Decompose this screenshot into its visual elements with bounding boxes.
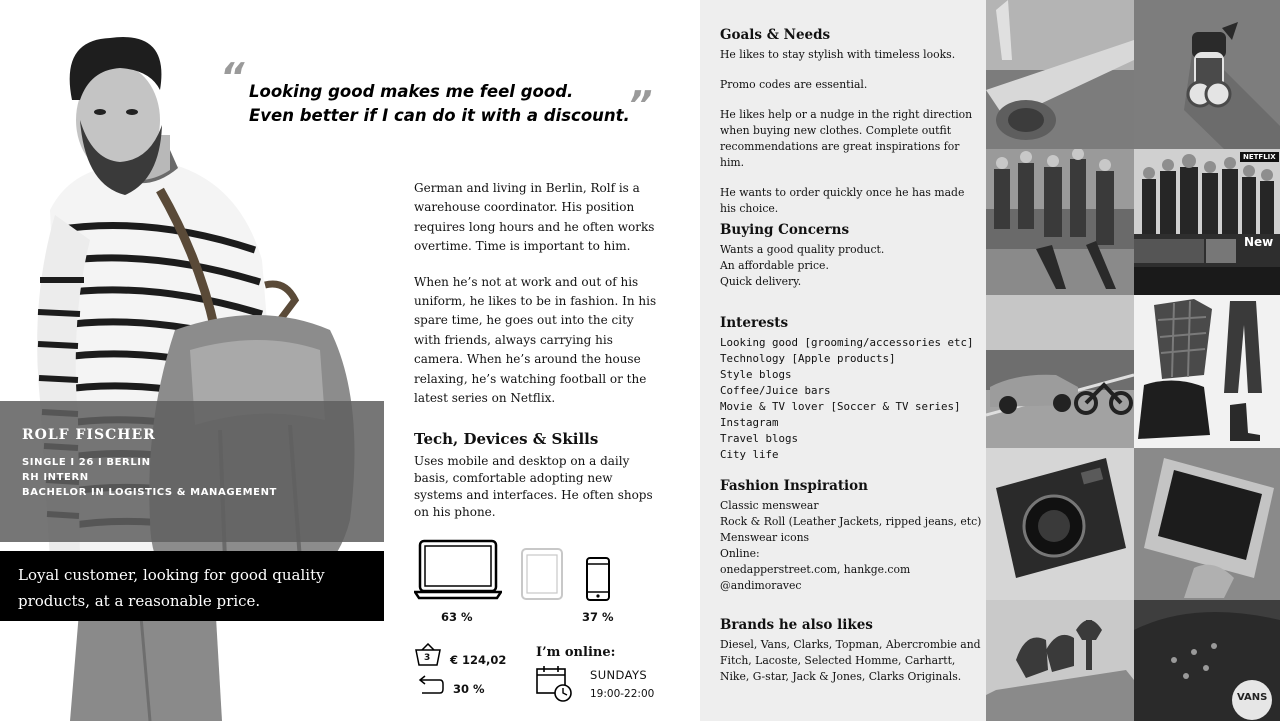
online-day: SUNDAYS bbox=[590, 668, 648, 682]
persona-bio bbox=[414, 179, 662, 424]
return-rate: 30 % bbox=[453, 682, 485, 696]
photo-airplane bbox=[986, 0, 1134, 149]
goal-item-1: He likes to stay stylish with timeless looks. bbox=[720, 48, 956, 61]
persona-detail-1: SINGLE I 26 I BERLIN bbox=[22, 457, 151, 468]
persona-tagline bbox=[0, 551, 384, 621]
persona-detail-2: RH INTERN bbox=[22, 472, 89, 483]
netflix-label: NETFLIX bbox=[1240, 152, 1279, 162]
goal-item-4: He wants to order quickly once he has made his choice. bbox=[720, 186, 965, 215]
goals-title: Goals & Needs bbox=[720, 27, 831, 43]
interests-section bbox=[720, 315, 982, 463]
concern-item-2: An affordable price. bbox=[720, 259, 829, 272]
interest-item-1: Looking good [grooming/accessories etc] bbox=[720, 336, 974, 349]
calendar-clock-icon bbox=[535, 665, 573, 703]
photo-vintage-car bbox=[986, 295, 1134, 448]
interest-item-2: Technology [Apple products] bbox=[720, 352, 896, 365]
concern-item-3: Quick delivery. bbox=[720, 275, 802, 288]
interests-title: Interests bbox=[720, 315, 789, 331]
bio-paragraph-1: German and living in Berlin, Rolf is a warehouse coordinator. His position requires long hours and he often works overtime. Time is important to him. bbox=[414, 181, 655, 254]
average-spend: € 124,02 bbox=[450, 653, 507, 667]
concerns-title: Buying Concerns bbox=[720, 222, 850, 238]
smartphone-icon bbox=[585, 556, 611, 602]
persona-name: ROLF FISCHER bbox=[22, 427, 156, 443]
goal-item-2: Promo codes are essential. bbox=[720, 78, 868, 91]
interest-item-6: Instagram bbox=[720, 416, 779, 429]
interest-item-7: Travel blogs bbox=[720, 432, 799, 445]
quote-line-2: Even better if I can do it with a discount. bbox=[249, 106, 630, 125]
concerns-section bbox=[720, 222, 982, 290]
photo-brandenburg-gate bbox=[986, 600, 1134, 721]
quote-line-1: Looking good makes me feel good. bbox=[249, 82, 574, 101]
news-label: New bbox=[1244, 235, 1274, 249]
fashion-item-3: Menswear icons bbox=[720, 531, 810, 544]
goal-item-3: He likes help or a nudge in the right direction when buying new clothes. Complete outfit recommendations are great inspirations for him. bbox=[720, 108, 973, 169]
tech-description: Uses mobile and desktop on a daily basis, comfortable adopting new systems and interfaces. He often shops on his phone. bbox=[414, 454, 653, 519]
interest-item-4: Coffee/Juice bars bbox=[720, 384, 831, 397]
persona-detail-3: BACHELOR IN LOGISTICS & MANAGEMENT bbox=[22, 487, 277, 498]
tagline-line-1: Loyal customer, looking for good quality bbox=[18, 566, 325, 584]
tech-title: Tech, Devices & Skills bbox=[414, 430, 599, 448]
online-time: 19:00-22:00 bbox=[590, 688, 655, 700]
fashion-item-4: Online: bbox=[720, 547, 760, 560]
photo-laptop bbox=[1134, 448, 1280, 600]
goals-section bbox=[720, 27, 982, 217]
brands-title: Brands he also likes bbox=[720, 617, 873, 633]
fashion-item-5: onedapperstreet.com, hankge.com bbox=[720, 563, 911, 576]
photo-hipster-avatar bbox=[1134, 0, 1280, 149]
persona-quote bbox=[249, 80, 639, 128]
photo-football bbox=[986, 149, 1134, 295]
tablet-icon bbox=[520, 547, 564, 601]
persona-name-box bbox=[0, 401, 384, 542]
basket-count: 3 bbox=[424, 653, 431, 663]
quote-close-mark: ” bbox=[628, 83, 653, 127]
concern-item-1: Wants a good quality product. bbox=[720, 243, 885, 256]
interest-item-3: Style blogs bbox=[720, 368, 792, 381]
fashion-item-2: Rock & Roll (Leather Jackets, ripped jeans, etc) bbox=[720, 515, 982, 528]
photo-netflix-series bbox=[1134, 149, 1280, 295]
photo-vans-shoe bbox=[1134, 600, 1280, 721]
interest-item-5: Movie & TV lover [Soccer & TV series] bbox=[720, 400, 961, 413]
photo-camera bbox=[986, 448, 1134, 600]
brands-text: Diesel, Vans, Clarks, Topman, Abercrombie and Fitch, Lacoste, Selected Homme, Carhartt, Nike, G-star, Jack & Jones, Clarks Originals. bbox=[720, 638, 981, 683]
fashion-title: Fashion Inspiration bbox=[720, 478, 868, 494]
brands-section bbox=[720, 617, 982, 685]
fashion-section bbox=[720, 478, 982, 594]
quote-open-mark: “ bbox=[220, 55, 245, 99]
interest-item-8: City life bbox=[720, 448, 779, 461]
bio-paragraph-2: When he’s not at work and out of his uniform, he likes to be in fashion. In his spare time, he goes out into the city with friends, always carrying his camera. When he’s around the house relaxing, he’s watching football or the latest series on Netflix. bbox=[414, 274, 657, 406]
laptop-percentage: 63 % bbox=[441, 610, 473, 624]
tagline-line-2: products, at a reasonable price. bbox=[18, 592, 261, 610]
online-title: I’m online: bbox=[536, 645, 616, 660]
return-icon bbox=[416, 675, 444, 697]
hipster-avatar-icon bbox=[1134, 0, 1280, 149]
photo-outfit-flatlay bbox=[1134, 295, 1280, 448]
phone-percentage: 37 % bbox=[582, 610, 614, 624]
vans-label: VANS bbox=[1237, 692, 1268, 703]
fashion-item-6: @andimoravec bbox=[720, 579, 802, 592]
fashion-item-1: Classic menswear bbox=[720, 499, 819, 512]
laptop-icon bbox=[414, 538, 502, 600]
